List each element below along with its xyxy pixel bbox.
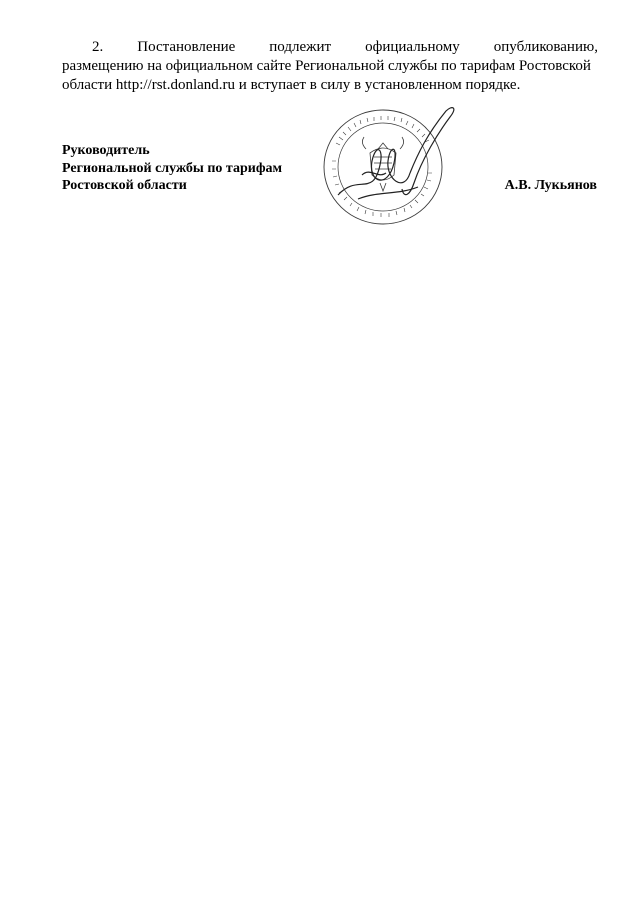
paragraph-word-1: Постановление (137, 39, 236, 55)
seal-with-signature-icon (318, 103, 468, 229)
paragraph-word-2: подлежит (269, 39, 332, 55)
signer-title-line-2: Региональной службы по тарифам (62, 160, 283, 176)
paragraph-line-2: размещению на официальном сайте Региональной службы по тарифам Ростовской (62, 58, 591, 74)
paragraph-line-3: области http://rst.donland.ru и вступает в силу в установленном порядке. (62, 77, 521, 93)
signer-name: А.В. Лукьянов (504, 178, 597, 193)
seal-inner-ring (338, 123, 428, 211)
paragraph-word-3: официальному (365, 39, 460, 55)
signer-title-block (62, 142, 282, 195)
signer-title-line-3: Ростовской области (62, 178, 187, 193)
signer-title-line-1: Руководитель (62, 143, 150, 158)
seal-outer-ring (324, 110, 442, 224)
paragraph-line-1 (62, 38, 598, 57)
seal-ring-lettering (332, 116, 432, 217)
paragraph-number: 2. (92, 39, 104, 55)
resolution-paragraph (62, 38, 598, 95)
paragraph-word-4: опубликованию, (493, 39, 598, 55)
